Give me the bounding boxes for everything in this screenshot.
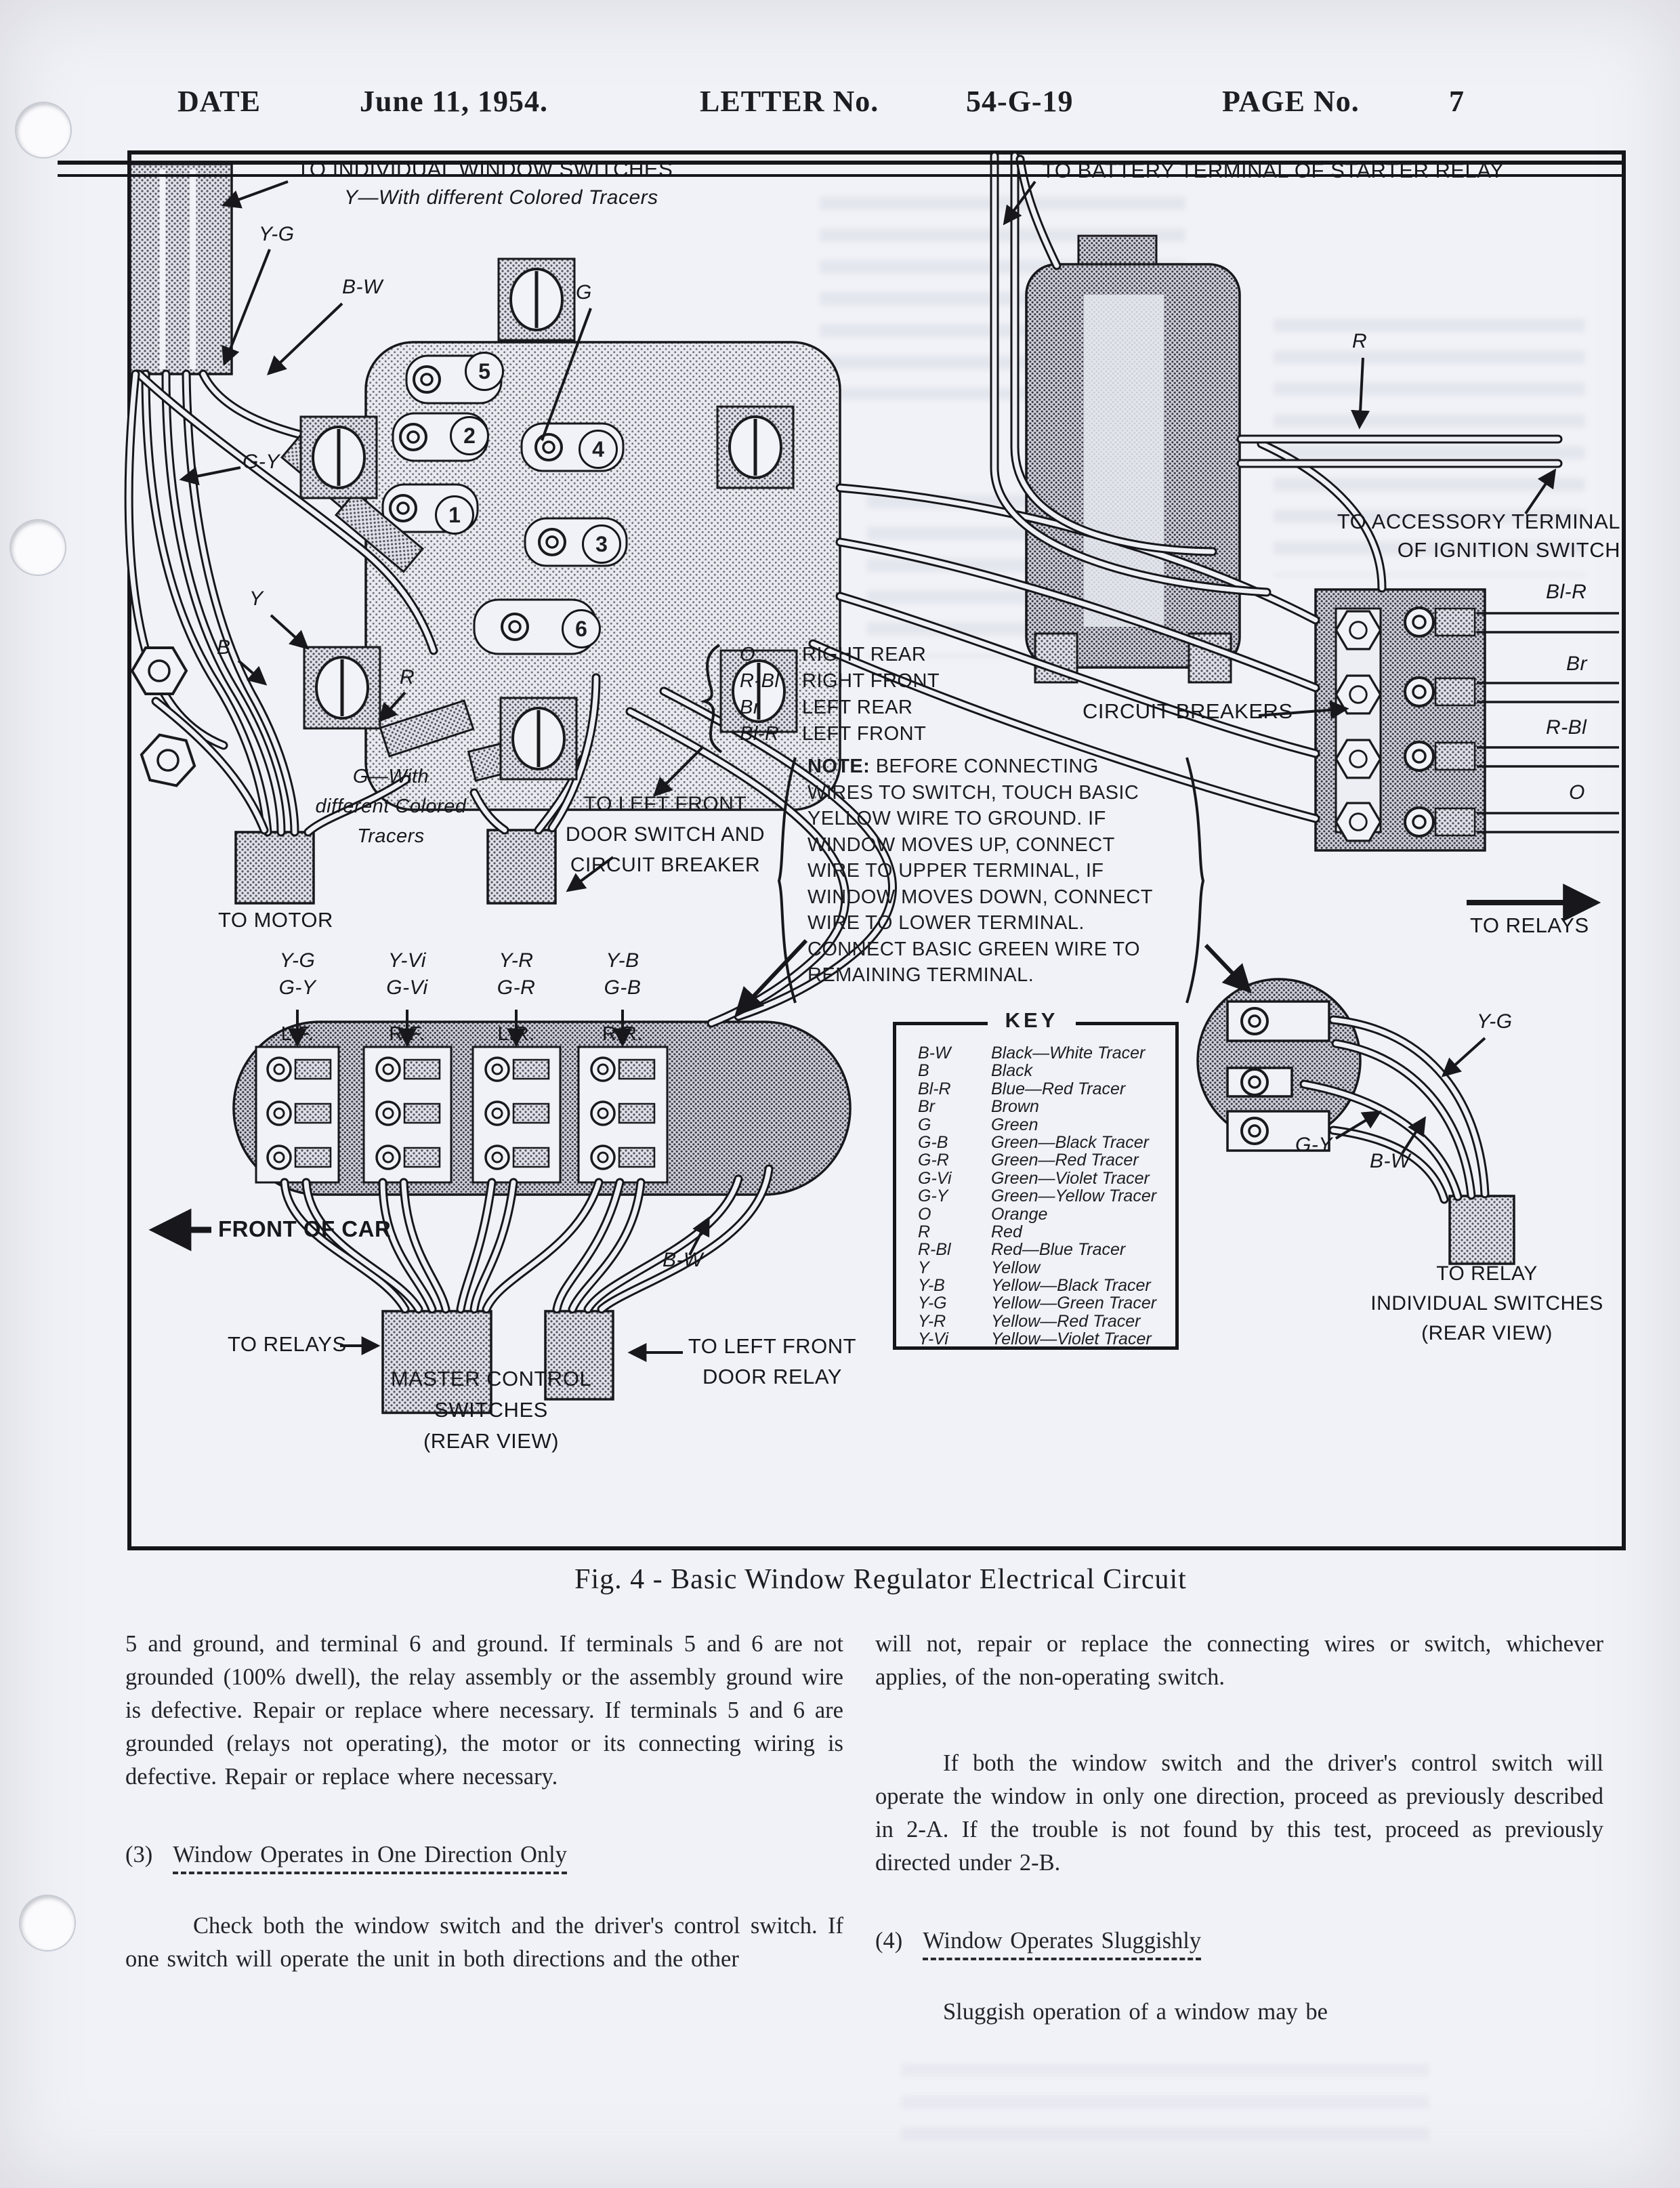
- key-row: R Red: [918, 1222, 1022, 1241]
- date-value: June 11, 1954.: [360, 85, 549, 118]
- letter-value: 54-G-19: [966, 85, 1074, 118]
- accessory-terminal-label-1: TO ACCESSORY TERMINAL: [1337, 510, 1620, 533]
- switch-pos-rr: R.R.: [602, 1023, 643, 1045]
- body-left-column: [125, 1628, 843, 1976]
- door-wire-legend: [740, 642, 940, 748]
- key-row: Bl-R Blue—Red Tracer: [918, 1079, 1126, 1098]
- switch-col-labels-lf: Y-G G-Y: [278, 949, 316, 999]
- circuit-breakers-label: CIRCUIT BREAKERS: [1083, 699, 1293, 723]
- key-row: Y-G Yellow—Green Tracer: [918, 1294, 1157, 1313]
- wire-label-rbl: R-Bl: [1546, 716, 1587, 739]
- wire-label-bw-ind: B-W: [1370, 1150, 1410, 1172]
- battery-terminal-label: TO BATTERY TERMINAL OF STARTER RELAY: [1042, 159, 1505, 182]
- key-row: G Green: [918, 1115, 1038, 1134]
- switch-pos-rf: R.F.: [389, 1023, 425, 1045]
- wire-label-y: Y: [249, 587, 264, 610]
- body-right-column: [875, 1628, 1603, 2029]
- page-label: PAGE No.: [1222, 85, 1360, 118]
- wire-label-b: B: [217, 636, 231, 659]
- accessory-terminal-label-2: OF IGNITION SWITCH: [1397, 538, 1620, 562]
- punch-hole: [15, 102, 72, 159]
- paragraph: Check both the window switch and the driver's control switch. If one switch will operate the unit in both directions and the other: [125, 1913, 843, 1972]
- punch-hole: [19, 1895, 76, 1952]
- to-relays-right-label: TO RELAYS: [1470, 913, 1589, 937]
- date-label: DATE: [177, 85, 261, 118]
- wire-label-bw: B-W: [342, 276, 383, 298]
- legend-row: R-Bl RIGHT FRONT: [740, 670, 940, 692]
- paragraph-gap: [875, 1694, 1603, 1747]
- key-row: Y Yellow: [918, 1258, 1041, 1277]
- wire-label-gy-ind: G-Y: [1295, 1134, 1332, 1156]
- wire-label-o: O: [1569, 781, 1585, 804]
- switch-pos-lr: L.R.: [497, 1023, 535, 1045]
- master-control-caption: MASTER CONTROL SWITCHES (REAR VIEW): [390, 1367, 592, 1453]
- key-row: Y-B Yellow—Black Tracer: [918, 1276, 1151, 1296]
- key-row: G-B Green—Black Tracer: [918, 1132, 1149, 1152]
- key-legend-box: [893, 1022, 1179, 1350]
- switch-col-labels-rf: Y-Vi G-Vi: [386, 949, 428, 999]
- to-individual-window-switches-label: TO INDIVIDUAL WINDOW SWITCHES: [297, 157, 673, 181]
- section-heading-4: (4) Window Operates Sluggishly: [875, 1924, 1603, 1958]
- paragraph: Sluggish operation of a window may be: [943, 1999, 1328, 2025]
- wire-label-yg: Y-G: [259, 223, 295, 245]
- switch-pos-lf: L.F.: [280, 1023, 314, 1045]
- to-relays-left-label: TO RELAYS: [228, 1332, 347, 1356]
- wire-label-g: G: [576, 281, 592, 304]
- key-row: R-Bl Red—Blue Tracer: [918, 1240, 1126, 1260]
- section-heading-3: (3) Window Operates in One Direction Only: [125, 1838, 843, 1872]
- to-motor-label: TO MOTOR: [218, 908, 333, 932]
- wire-label-r-ignition: R: [1352, 330, 1368, 352]
- key-row: G-Vi Green—Violet Tracer: [918, 1168, 1150, 1188]
- key-row: Y-R Yellow—Red Tracer: [918, 1311, 1141, 1331]
- terminal-number: 4: [579, 430, 618, 469]
- wire-label-gy: G-Y: [243, 451, 280, 473]
- key-row: Y-Vi Yellow—Violet Tracer: [918, 1329, 1152, 1349]
- key-row: G-R Green—Red Tracer: [918, 1151, 1139, 1170]
- legend-row: Bl-R LEFT FRONT: [740, 723, 927, 745]
- wire-label-r: R: [400, 666, 415, 688]
- y-tracer-note: Y—With different Colored Tracers: [344, 186, 658, 209]
- paragraph: will not, repair or replace the connecting wires or switch, whichever applies, of the non-operating switch.: [875, 1631, 1603, 1690]
- wire-label-bw-master: B-W: [663, 1249, 703, 1271]
- relay-individual-caption: TO RELAY INDIVIDUAL SWITCHES (REAR VIEW): [1370, 1262, 1603, 1344]
- key-row: O Orange: [918, 1204, 1048, 1224]
- terminal-number: 6: [562, 609, 601, 648]
- terminal-number: 1: [435, 495, 474, 535]
- wire-label-br: Br: [1566, 653, 1587, 675]
- key-legend-title: KEY: [988, 1007, 1076, 1034]
- paragraph: 5 and ground, and terminal 6 and ground. If terminals 5 and 6 are not grounded (100% dwell), the relay assembly or the assembly ground wire is defective. Repair or replace where necessary. If terminals 5 and 6 are grounded (relays not operating), the motor or its connecting wiring is defective. Repair or replace where necessary.: [125, 1631, 843, 1790]
- key-row: B Black: [918, 1061, 1033, 1081]
- switch-col-labels-rr: Y-B G-B: [604, 949, 642, 999]
- figure-caption: Fig. 4 - Basic Window Regulator Electrical Circuit: [574, 1564, 1187, 1595]
- letter-label: LETTER No.: [700, 85, 879, 118]
- terminal-number: 3: [582, 524, 621, 564]
- wire-label-yg-ind: Y-G: [1477, 1010, 1513, 1033]
- page-value: 7: [1449, 85, 1465, 118]
- g-tracer-note: G—With different Colored Tracers: [315, 766, 467, 847]
- paragraph: If both the window switch and the driver's control switch will operate the window in only one direction, proceed as previously described in 2-A. If the trouble is not found by this test, proceed as previously directed under 2-B.: [875, 1750, 1603, 1876]
- terminal-number: 2: [450, 416, 489, 455]
- terminal-number: 5: [465, 352, 504, 391]
- note-block: NOTE: BEFORE CONNECTING WIRES TO SWITCH, TOUCH BASIC YELLOW WIRE TO GROUND. IF WINDOW MOVES UP, CONNECT WIRE TO UPPER TERMINAL, IF WINDOW MOVES DOWN, CONNECT WIRE TO LOWER TERMINAL. CONNECT BASIC GREEN WIRE TO REMAINING TERMINAL.: [807, 756, 1153, 986]
- legend-row: Br LEFT REAR: [740, 697, 913, 718]
- legend-row: O RIGHT REAR: [740, 644, 927, 665]
- front-of-car-label: FRONT OF CAR: [218, 1216, 392, 1241]
- key-row: G-Y Green—Yellow Tracer: [918, 1186, 1157, 1206]
- note-title: NOTE:: [807, 756, 870, 777]
- switch-col-labels-lr: Y-R G-R: [497, 949, 536, 999]
- punch-hole: [9, 519, 66, 576]
- door-relay-label: TO LEFT FRONT DOOR RELAY: [688, 1334, 857, 1388]
- key-row: B-W Black—White Tracer: [918, 1044, 1146, 1062]
- key-row: Br Brown: [918, 1097, 1039, 1117]
- wire-label-blr: Bl-R: [1546, 581, 1587, 603]
- door-switch-label: TO LEFT FRONT DOOR SWITCH AND CIRCUIT BREAKER: [565, 793, 765, 876]
